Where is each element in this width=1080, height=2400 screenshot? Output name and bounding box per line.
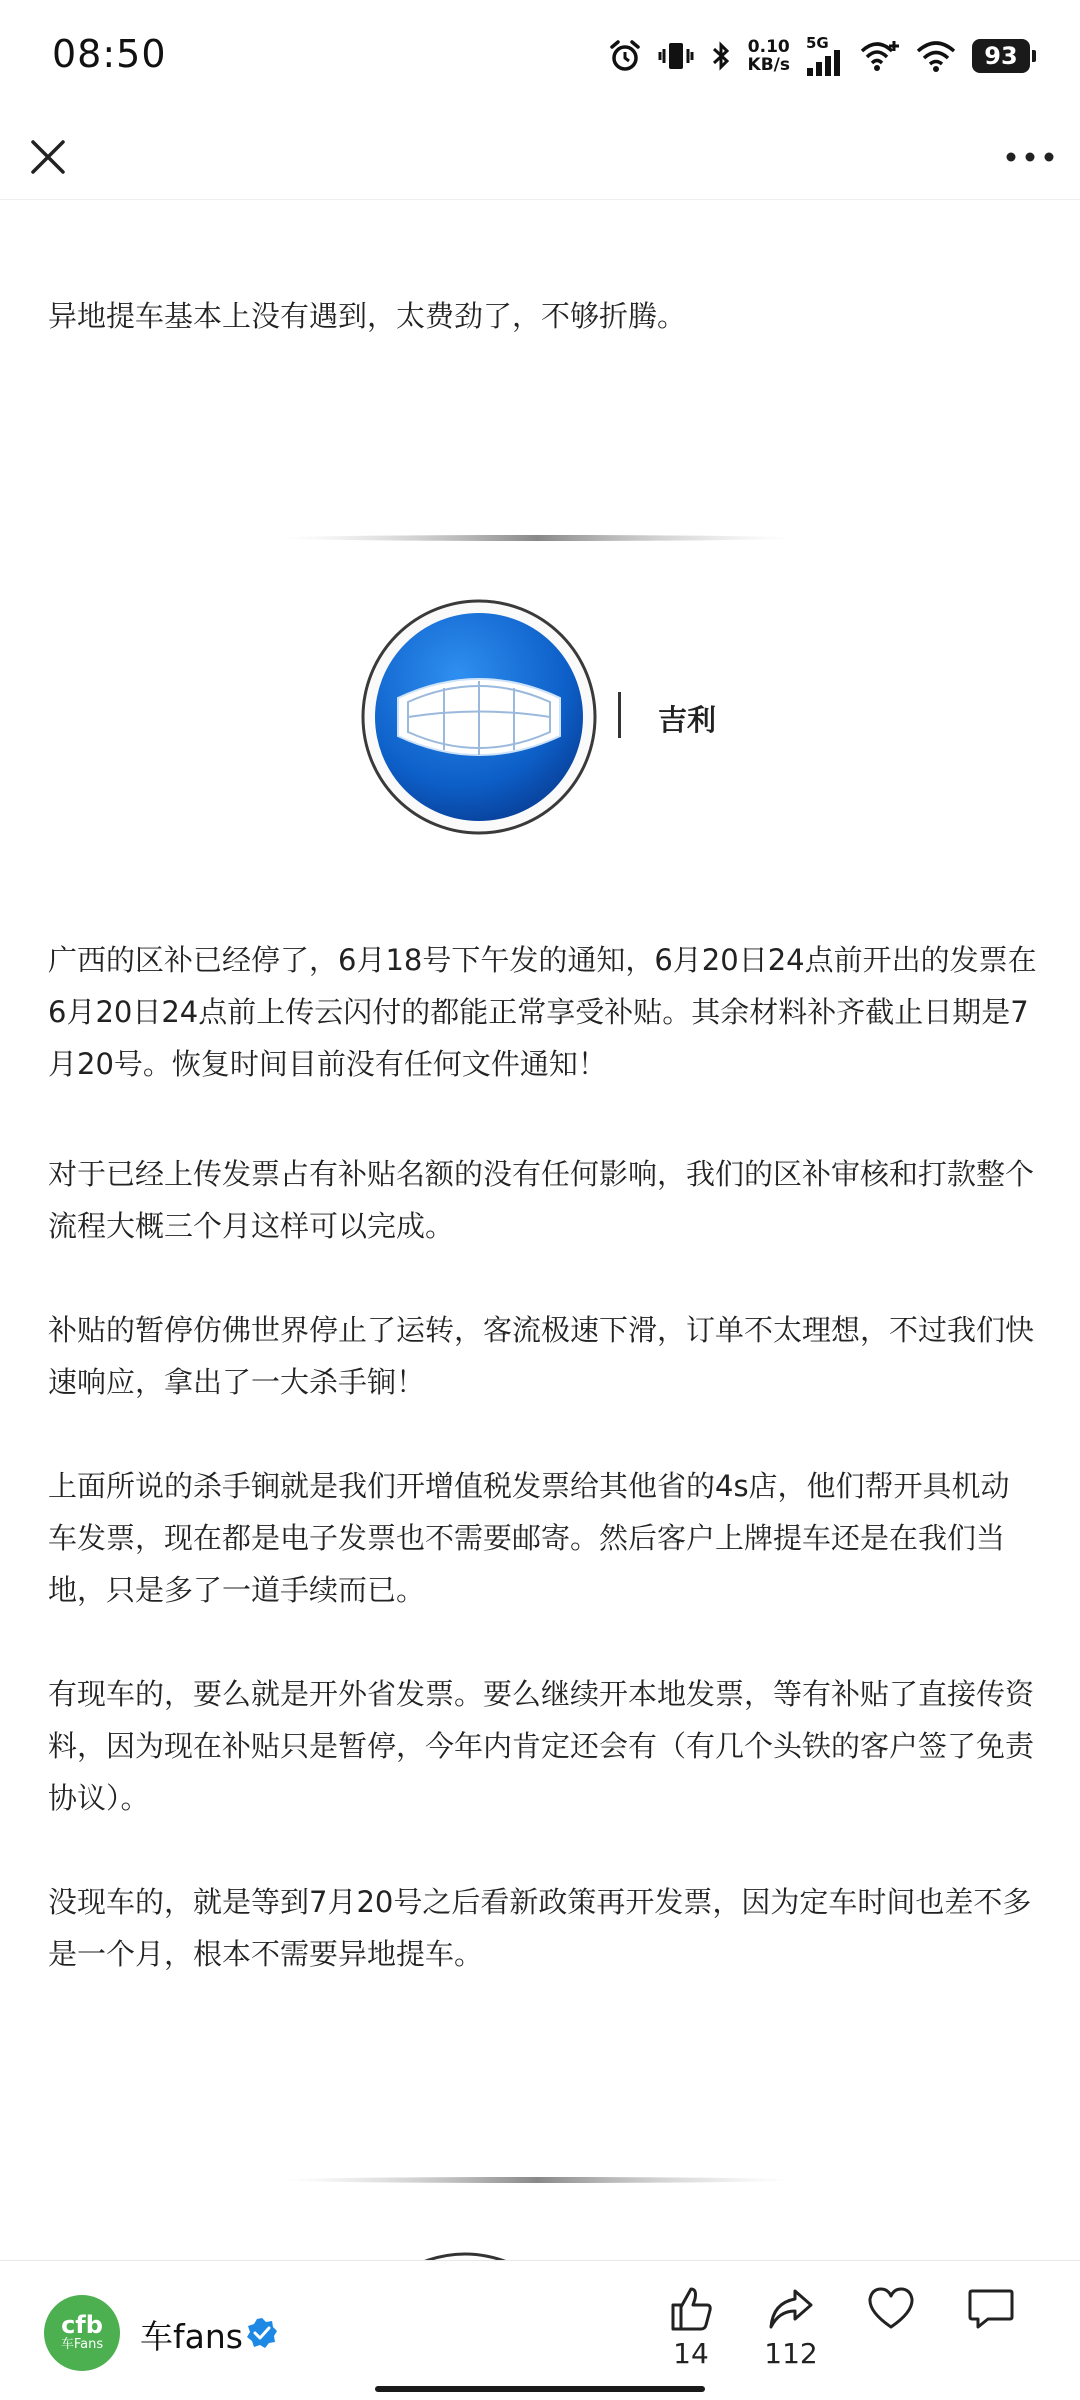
geely-logo-icon xyxy=(360,598,598,836)
status-icons xyxy=(608,34,1030,78)
section-divider xyxy=(282,2176,792,2184)
like-button[interactable] xyxy=(651,2285,731,2385)
wifi-plus-icon xyxy=(860,39,900,73)
avatar-caption: 车Fans xyxy=(60,2337,104,2352)
bottom-action-bar xyxy=(0,2260,1080,2400)
brand-name: 吉利 xyxy=(658,703,717,737)
net-speed-value: 0.10 xyxy=(747,37,790,57)
battery-indicator: 93 xyxy=(972,39,1030,73)
more-button[interactable] xyxy=(1002,133,1058,181)
comment-bubble-icon xyxy=(966,2285,1016,2333)
wifi-icon xyxy=(916,39,956,73)
thumbs-up-icon xyxy=(667,2285,715,2333)
close-button[interactable] xyxy=(24,133,72,181)
cell-signal xyxy=(806,36,844,76)
author-name[interactable]: 车fans xyxy=(140,2317,243,2356)
like-count: 14 xyxy=(673,2337,709,2370)
vibrate-icon xyxy=(658,39,694,73)
brand-logo-block xyxy=(360,598,740,838)
author-avatar[interactable] xyxy=(44,2295,120,2371)
article-paragraph: 广西的区补已经停了，6月18号下午发的通知，6月20日24点前开出的发票在6月20日24点前上传云闪付的都能正常享受补贴。其余材料补齐截止日期是7月20号。恢复时间目前没有任何文件通知！ xyxy=(48,943,1037,1081)
top-header xyxy=(0,115,1080,200)
article-paragraph: 上面所说的杀手锏就是我们开增值税发票给其他省的4s店，他们帮开具机动车发票，现在都是电子发票也不需要邮寄。然后客户上牌提车还是在我们当地，只是多了一道手续而已。 xyxy=(48,1469,1010,1607)
status-time: 08:50 xyxy=(52,32,167,76)
logo-separator xyxy=(618,692,621,738)
article-paragraph: 异地提车基本上没有遇到，太费劲了，不够折腾。 xyxy=(48,299,687,333)
network-type: 5G xyxy=(806,34,829,52)
article-paragraph: 补贴的暂停仿佛世界停止了运转，客流极速下滑，订单不太理想，不过我们快速响应，拿出了一大杀手锏！ xyxy=(48,1313,1035,1399)
section-divider xyxy=(282,534,792,542)
status-bar xyxy=(0,0,1080,115)
close-icon xyxy=(30,139,66,175)
net-speed xyxy=(748,38,790,74)
cell-signal-icon xyxy=(806,50,844,76)
alarm-icon xyxy=(608,39,642,73)
article-body[interactable] xyxy=(0,200,1080,2260)
article-paragraph: 没现车的，就是等到7月20号之后看新政策再开发票，因为定车时间也差不多是一个月，根本不需要异地提车。 xyxy=(48,1885,1032,1971)
verified-badge-icon xyxy=(246,2317,278,2349)
article-paragraph: 对于已经上传发票占有补贴名额的没有任何影响，我们的区补审核和打款整个流程大概三个月这样可以完成。 xyxy=(48,1157,1035,1243)
comment-button[interactable] xyxy=(951,2285,1031,2385)
share-button[interactable] xyxy=(751,2285,831,2385)
share-count: 112 xyxy=(764,2337,818,2370)
heart-icon xyxy=(866,2285,916,2333)
article-paragraph: 有现车的，要么就是开外省发票。要么继续开本地发票，等有补贴了直接传资料，因为现在补贴只是暂停，今年内肯定还会有（有几个头铁的客户签了免责协议）。 xyxy=(48,1677,1035,1815)
share-arrow-icon xyxy=(767,2285,815,2333)
net-speed-unit: KB/s xyxy=(747,55,790,75)
home-indicator[interactable] xyxy=(375,2386,705,2392)
bluetooth-icon xyxy=(710,39,732,73)
more-dots-icon xyxy=(1006,152,1054,162)
avatar-logo-text: cfb xyxy=(61,2311,103,2339)
favorite-button[interactable] xyxy=(851,2285,931,2385)
